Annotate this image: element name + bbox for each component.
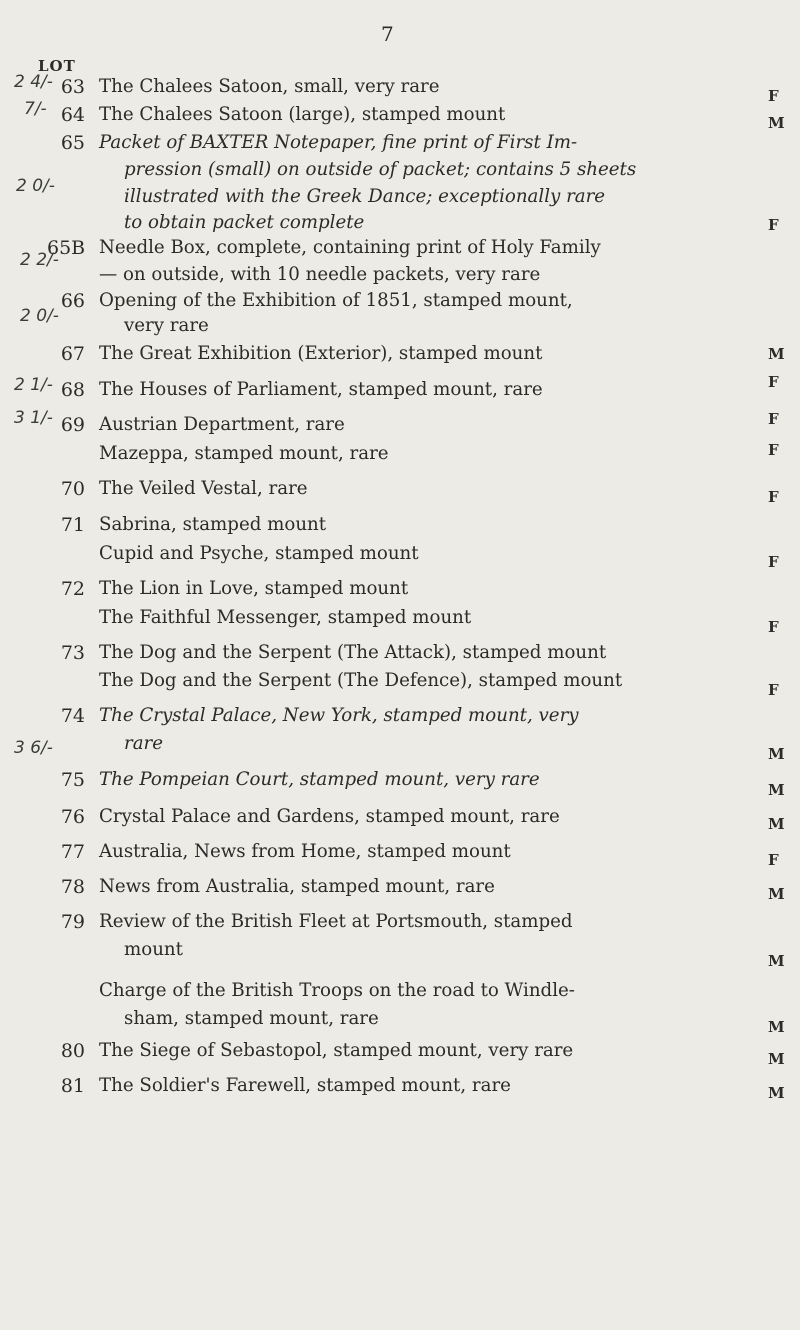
condition-code: M: [768, 952, 785, 970]
lot-description: The Dog and the Serpent (The Defence), stamped mount: [99, 670, 623, 691]
lot-description: Australia, News from Home, stamped mount: [99, 841, 511, 862]
condition-code: M: [768, 815, 785, 833]
condition-code: F: [768, 851, 779, 869]
lot-description: Austrian Department, rare: [99, 414, 345, 435]
condition-code: F: [768, 441, 779, 459]
lot-description: rare: [124, 733, 163, 754]
condition-code: M: [768, 885, 785, 903]
lot-number: 66: [60, 290, 85, 312]
lot-number: 65B: [47, 237, 86, 259]
lot-description: Needle Box, complete, containing print of Holy Family: [99, 237, 601, 258]
lot-number: 81: [60, 1075, 85, 1097]
lot-number: 67: [60, 343, 85, 365]
lot-description: very rare: [124, 315, 209, 336]
lot-description: The Dog and the Serpent (The Attack), stamped mount: [99, 642, 607, 663]
lot-description: The Chalees Satoon, small, very rare: [99, 76, 440, 97]
lot-description: Opening of the Exhibition of 1851, stamped mount,: [99, 290, 573, 311]
handwritten-note: 2 1/-: [14, 375, 53, 395]
lot-number: 69: [60, 414, 85, 436]
lot-description: Mazeppa, stamped mount, rare: [99, 443, 389, 464]
condition-code: M: [768, 114, 785, 132]
lot-description: The Great Exhibition (Exterior), stamped mount: [99, 343, 543, 364]
page-number: 7: [381, 22, 394, 46]
condition-code: F: [768, 618, 779, 636]
lot-description: The Soldier's Farewell, stamped mount, rare: [99, 1075, 511, 1096]
lot-number: 74: [60, 705, 85, 727]
condition-code: F: [768, 87, 779, 105]
lot-number: 68: [60, 379, 85, 401]
lot-number: 77: [60, 841, 85, 863]
condition-code: M: [768, 345, 785, 363]
lot-number: 63: [60, 76, 85, 98]
condition-code: M: [768, 745, 785, 763]
lot-number: 64: [60, 104, 85, 126]
lot-description: to obtain packet complete: [124, 212, 365, 233]
handwritten-note: 2 2/-: [20, 250, 59, 270]
handwritten-note: 2 4/-: [14, 72, 53, 92]
lot-number: 65: [60, 132, 85, 154]
lot-description: The Veiled Vestal, rare: [99, 478, 308, 499]
handwritten-note: 2 0/-: [16, 176, 55, 196]
lot-description: The Crystal Palace, New York, stamped mount, very: [99, 705, 579, 726]
lot-description: pression (small) on outside of packet; contains 5 sheets: [124, 159, 637, 180]
lot-number: 71: [60, 514, 85, 536]
lot-description: Packet of BAXTER Notepaper, fine print of First Im-: [99, 132, 578, 153]
lot-number: 73: [60, 642, 85, 664]
lot-description: sham, stamped mount, rare: [124, 1008, 379, 1029]
lot-number: 76: [60, 806, 85, 828]
lot-description: Crystal Palace and Gardens, stamped mount, rare: [99, 806, 560, 827]
condition-code: F: [768, 681, 779, 699]
lot-number: 75: [60, 769, 85, 791]
condition-code: F: [768, 410, 779, 428]
condition-code: F: [768, 216, 779, 234]
condition-code: M: [768, 1050, 785, 1068]
lot-description: illustrated with the Greek Dance; exceptionally rare: [124, 186, 606, 207]
lot-description: The Faithful Messenger, stamped mount: [99, 607, 472, 628]
condition-code: F: [768, 553, 779, 571]
lot-description: — on outside, with 10 needle packets, very rare: [99, 264, 541, 285]
condition-code: F: [768, 373, 779, 391]
lot-number: 72: [60, 578, 85, 600]
handwritten-note: 3 6/-: [14, 738, 53, 758]
lot-description: The Chalees Satoon (large), stamped mount: [99, 104, 506, 125]
handwritten-note: 7/-: [24, 99, 47, 119]
lot-column-header: LOT: [38, 57, 76, 75]
lot-description: The Lion in Love, stamped mount: [99, 578, 409, 599]
lot-description: The Pompeian Court, stamped mount, very rare: [99, 769, 540, 790]
condition-code: M: [768, 1084, 785, 1102]
lot-number: 79: [60, 911, 85, 933]
lot-description: The Houses of Parliament, stamped mount, rare: [99, 379, 543, 400]
lot-number: 70: [60, 478, 85, 500]
handwritten-note: 3 1/-: [14, 408, 53, 428]
lot-number: 80: [60, 1040, 85, 1062]
lot-description: The Siege of Sebastopol, stamped mount, very rare: [99, 1040, 574, 1061]
handwritten-note: 2 0/-: [20, 306, 59, 326]
lot-description: Charge of the British Troops on the road to Windle-: [99, 980, 575, 1001]
condition-code: M: [768, 1018, 785, 1036]
condition-code: F: [768, 488, 779, 506]
lot-description: News from Australia, stamped mount, rare: [99, 876, 495, 897]
lot-description: Cupid and Psyche, stamped mount: [99, 543, 419, 564]
lot-number: 78: [60, 876, 85, 898]
lot-description: Sabrina, stamped mount: [99, 514, 327, 535]
lot-description: Review of the British Fleet at Portsmouth, stamped: [99, 911, 573, 932]
condition-code: M: [768, 781, 785, 799]
lot-description: mount: [124, 939, 183, 960]
